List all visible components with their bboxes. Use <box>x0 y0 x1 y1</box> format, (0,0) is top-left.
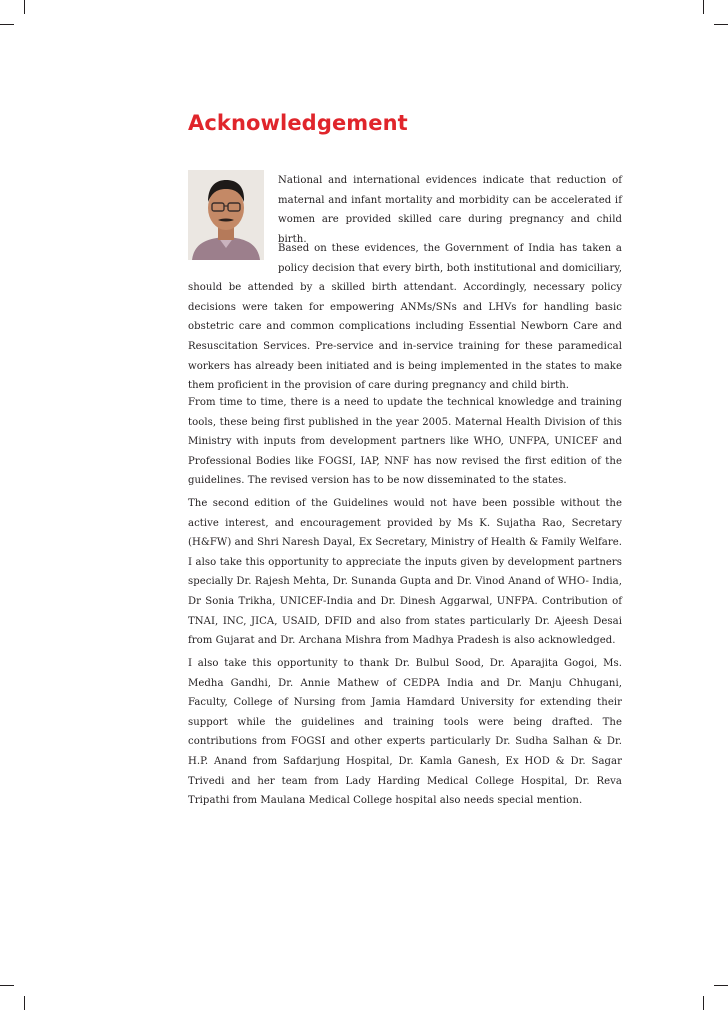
crop-mark <box>714 24 728 25</box>
policy-paragraph-block <box>188 239 622 396</box>
second-edition-paragraph: The second edition of the Guidelines would not have been possible without the active interest, and encouragement provided by Ms K. Sujatha Rao, Secretary (H&FW) and Shri Naresh Dayal, Ex Secretary, Ministry of Health & Family Welfare. I also take this opportunity to appreciate the inputs given by development partners specially Dr. Rajesh Mehta, Dr. Sunanda Gupta and Dr. Vinod Anand of WHO- India, Dr Sonia Trikha, UNICEF-India and Dr. Dinesh Aggarwal, UNFPA. Contribution of TNAI, INC, JICA, USAID, DFID and also from states particularly Dr. Ajeesh Desai from Gujarat and Dr. Archana Mishra from Madhya Pradesh is also acknowledged. <box>188 498 622 647</box>
page-title: Acknowledgement <box>188 111 408 135</box>
intro-paragraph: National and international evidences indicate that reduction of maternal and infant mortality and morbidity can be accelerated if women are provided skilled care during pregnancy and child birth. <box>278 175 622 245</box>
crop-mark <box>703 0 704 14</box>
crop-mark <box>703 996 704 1010</box>
crop-mark <box>0 985 14 986</box>
crop-mark <box>24 996 25 1010</box>
policy-paragraph: Based on these evidences, the Government of India has taken a policy decision that every birth, both institutional and domiciliary, should be attended by a skilled birth attendant. Accordingly, necessary policy decisions were taken for empowering ANMs/SNs and LHVs for handling basic obstetric care and common complications including Essential Newborn Care and Resuscitation Services. Pre-service and in-service training for these paramedical workers has already been initiated and is being implemented in the states to make them proficient in the provision of care during pregnancy and child birth. <box>188 243 622 392</box>
update-paragraph: From time to time, there is a need to update the technical knowledge and training tools, these being first published in the year 2005. Maternal Health Division of this Ministry with inputs from development partners like WHO, UNFPA, UNICEF and Professional Bodies like FOGSI, IAP, NNF has now revised the first edition of the guidelines. The revised version has to be now disseminated to the states. <box>188 397 622 487</box>
crop-mark <box>0 24 14 25</box>
crop-mark <box>714 985 728 986</box>
thanks-paragraph: I also take this opportunity to thank Dr. Bulbul Sood, Dr. Aparajita Gogoi, Ms. Medha Gandhi, Dr. Annie Mathew of CEDPA India and Dr. Manju Chhugani, Faculty, College of Nursing from Jamia Hamdard University for extending their support while the guidelines and training tools were being drafted. The contributions from FOGSI and other experts particularly Dr. Sudha Salhan & Dr. H.P. Anand from Safdarjung Hospital, Dr. Kamla Ganesh, Ex HOD & Dr. Sagar Trivedi and her team from Lady Harding Medical College Hospital, Dr. Reva Tripathi from Maulana Medical College hospital also needs special mention. <box>188 658 622 807</box>
crop-mark <box>24 0 25 14</box>
